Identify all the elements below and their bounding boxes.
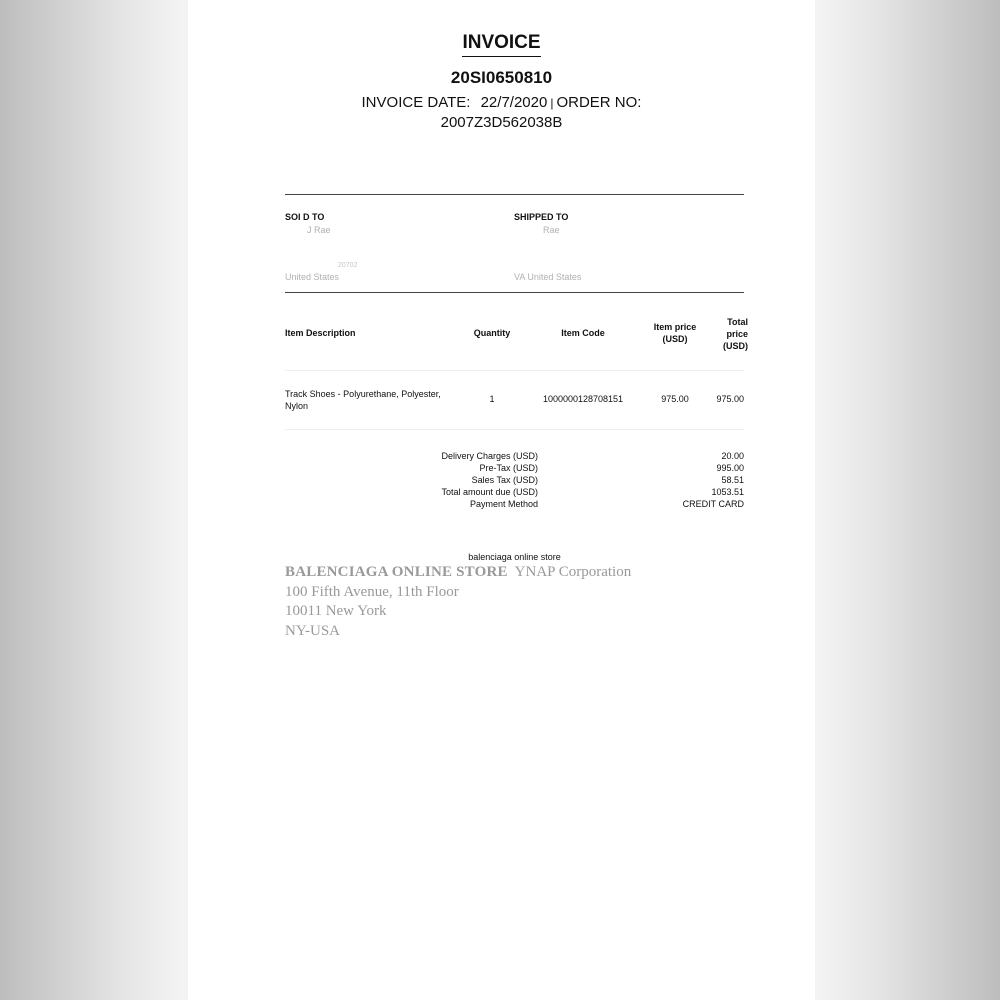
table-header-divider [285, 370, 744, 371]
header-item-description: Item Description [285, 328, 356, 338]
sold-to-name: J Rae [307, 225, 331, 235]
address-line-3: NY-USA [285, 622, 341, 639]
invoice-page [188, 0, 815, 1000]
sales-tax-label: Sales Tax (USD) [471, 475, 538, 485]
table-bottom-divider [285, 429, 744, 430]
header-quantity: Quantity [473, 328, 511, 338]
row-total-price: 975.00 [716, 394, 744, 404]
invoice-number: 20SI0650810 [450, 68, 553, 87]
totals-labels [388, 450, 538, 510]
row-item-price: 975.00 [661, 394, 689, 404]
address-line-2: 10011 New York [285, 603, 387, 619]
invoice-title-text: INVOICE [462, 32, 540, 57]
sold-to-country: United States [285, 272, 340, 282]
total-amount-due-label: Total amount due (USD) [441, 487, 538, 497]
store-corporation: YNAP Corporation [514, 564, 632, 580]
shipped-to-state-country: VA United States [514, 272, 582, 282]
divider-middle [285, 292, 744, 293]
divider-top [285, 194, 744, 195]
total-amount-due-value: 1053.51 [711, 487, 744, 497]
shipped-to-name: Rae [543, 225, 560, 235]
order-number-label: ORDER NO: [556, 94, 642, 111]
payment-method-label: Payment Method [469, 499, 538, 509]
address-line-1: 100 Fifth Avenue, 11th Floor [285, 583, 459, 600]
invoice-title [188, 32, 815, 54]
invoice-date-separator: | [550, 96, 554, 110]
header-item-price: Item price (USD) [653, 322, 697, 344]
totals-values [658, 450, 744, 510]
sold-to-label: SOI D TO [285, 212, 325, 222]
store-address [285, 563, 631, 641]
pre-tax-value: 995.00 [716, 463, 744, 473]
sales-tax-value: 58.51 [721, 475, 744, 485]
header-item-code: Item Code [561, 328, 605, 338]
payment-method-value: CREDIT CARD [682, 499, 744, 509]
shipped-to-label: SHIPPED TO [514, 212, 569, 222]
sold-to-zip-fragment: 20702 [338, 262, 358, 269]
pre-tax-label: Pre-Tax (USD) [479, 463, 538, 473]
store-name-line [285, 563, 631, 583]
delivery-charges-label: Delivery Charges (USD) [441, 451, 538, 461]
invoice-date-line [188, 94, 815, 111]
invoice-date-value: 22/7/2020 [480, 94, 548, 111]
invoice-date-label: INVOICE DATE: [361, 94, 471, 111]
header-total-price: Total price (USD) [723, 317, 748, 351]
delivery-charges-value: 20.00 [721, 451, 744, 461]
row-quantity: 1 [489, 394, 495, 404]
row-item-description: Track Shoes - Polyurethane, Polyester, Nylon [285, 389, 441, 411]
order-number-value: 2007Z3D562038B [440, 114, 563, 131]
row-item-code: 1000000128708151 [542, 394, 624, 404]
store-name: BALENCIAGA ONLINE STORE [285, 564, 508, 580]
store-caption: balenciaga online store [468, 552, 561, 562]
